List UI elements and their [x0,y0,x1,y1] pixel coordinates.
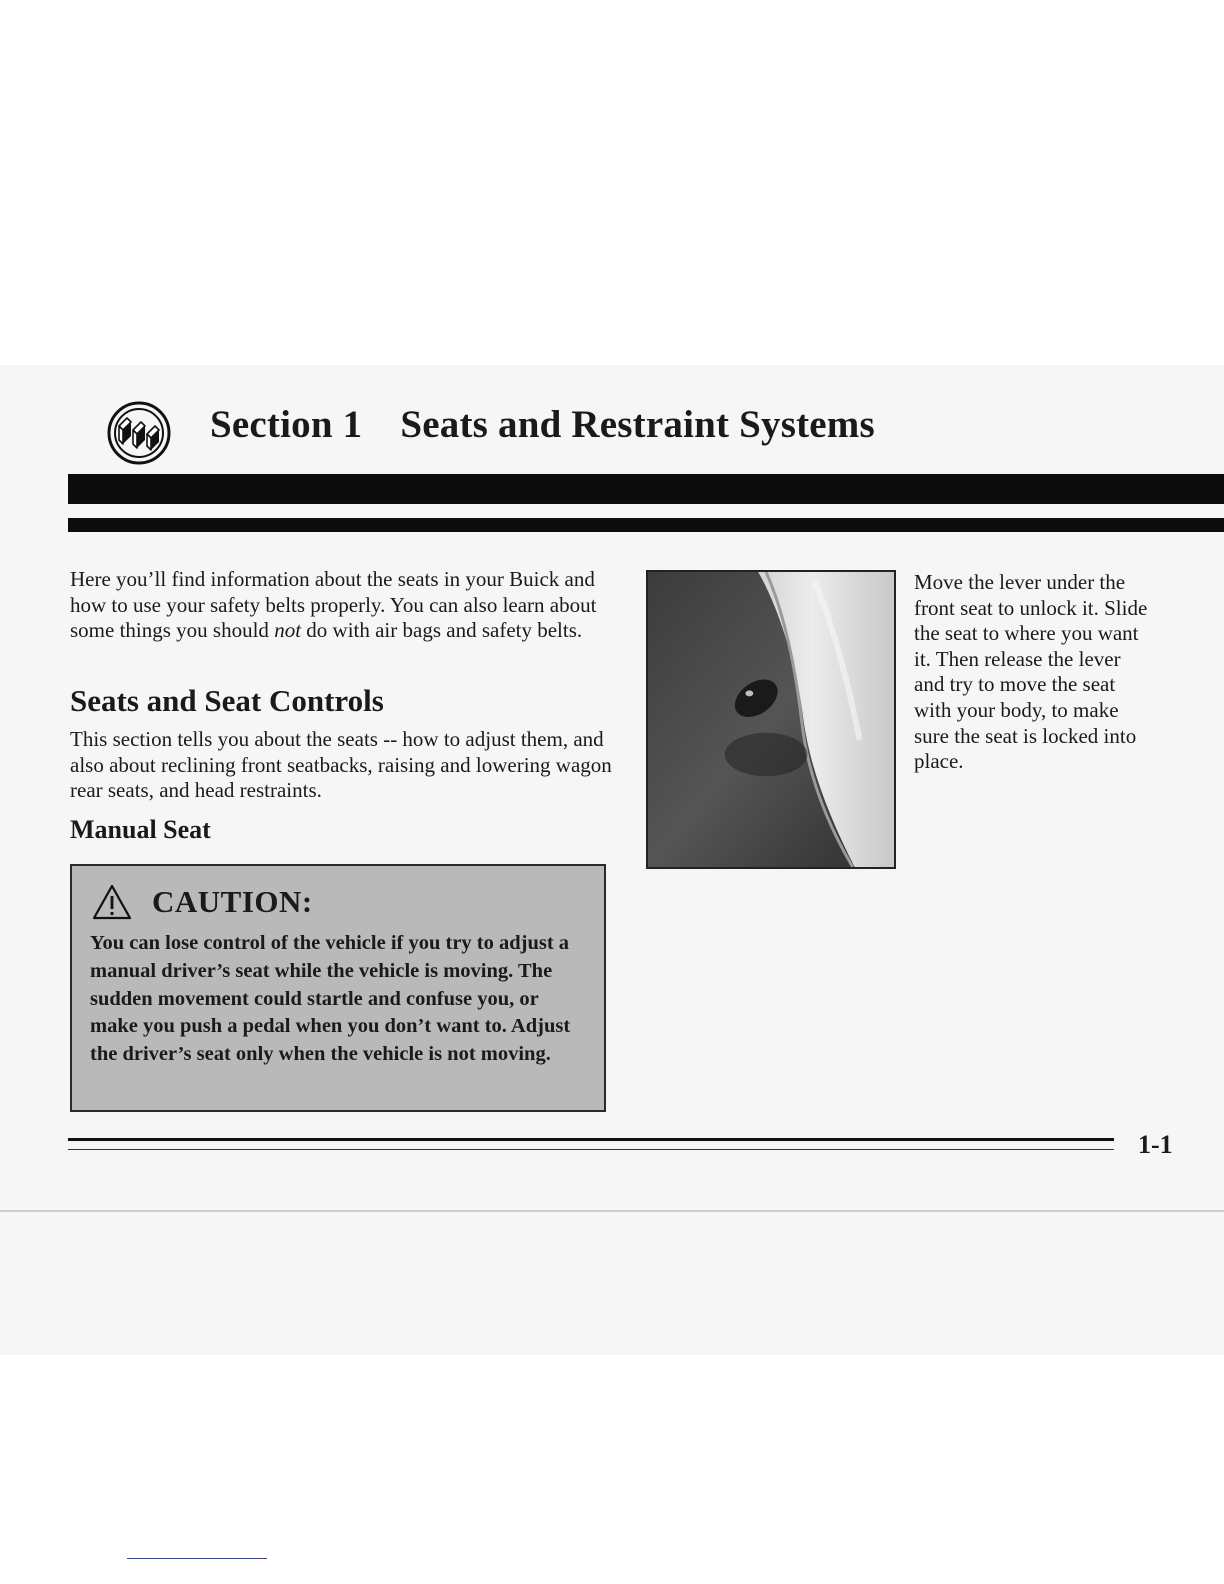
manual-seat-heading: Manual Seat [70,815,211,844]
page-number: 1-1 [1138,1130,1173,1159]
intro-text-before: Here you’ll find information about the seats in your Buick and how to use your safety belts properly. You can also learn about some things you should [70,567,597,642]
page-title [210,402,875,447]
page-band [0,365,1224,1355]
seat-lever-photo [646,570,896,869]
bottom-link-underline[interactable] [127,1558,267,1559]
section-title: Seats and Restraint Systems [400,403,875,446]
seats-heading: Seats and Seat Controls [70,683,384,718]
intro-paragraph [70,567,615,644]
lever-instructions: Move the lever under the front seat to unlock it. Slide the seat to where you want it. Then release the lever and try to move the seat with your body, to make sure the seat is locked into place. [914,570,1148,774]
buick-logo-icon [106,400,172,466]
caution-box [70,864,606,1112]
footer-rule-thin [68,1149,1114,1150]
footer-rule-thick [68,1138,1114,1141]
header-bar-thick [68,474,1224,504]
section-label: Section 1 [210,403,363,446]
page-band-edge [0,1210,1224,1212]
header-bar-thin [68,518,1224,532]
warning-triangle-icon [92,884,132,920]
intro-emphasis: not [274,618,302,642]
caution-title: CAUTION: [152,884,313,919]
intro-text-after: do with air bags and safety belts. [301,618,583,642]
seats-paragraph: This section tells you about the seats -- how to adjust them, and also about reclining front seatbacks, raising and lowering wagon rear seats, and head restraints. [70,727,612,802]
caution-body: You can lose control of the vehicle if you try to adjust a manual driver’s seat while the vehicle is moving. The sudden movement could startle and confuse you, or make you push a pedal when you don’t want to. Adjust the driver’s seat only when the vehicle is not moving. [90,932,571,1066]
